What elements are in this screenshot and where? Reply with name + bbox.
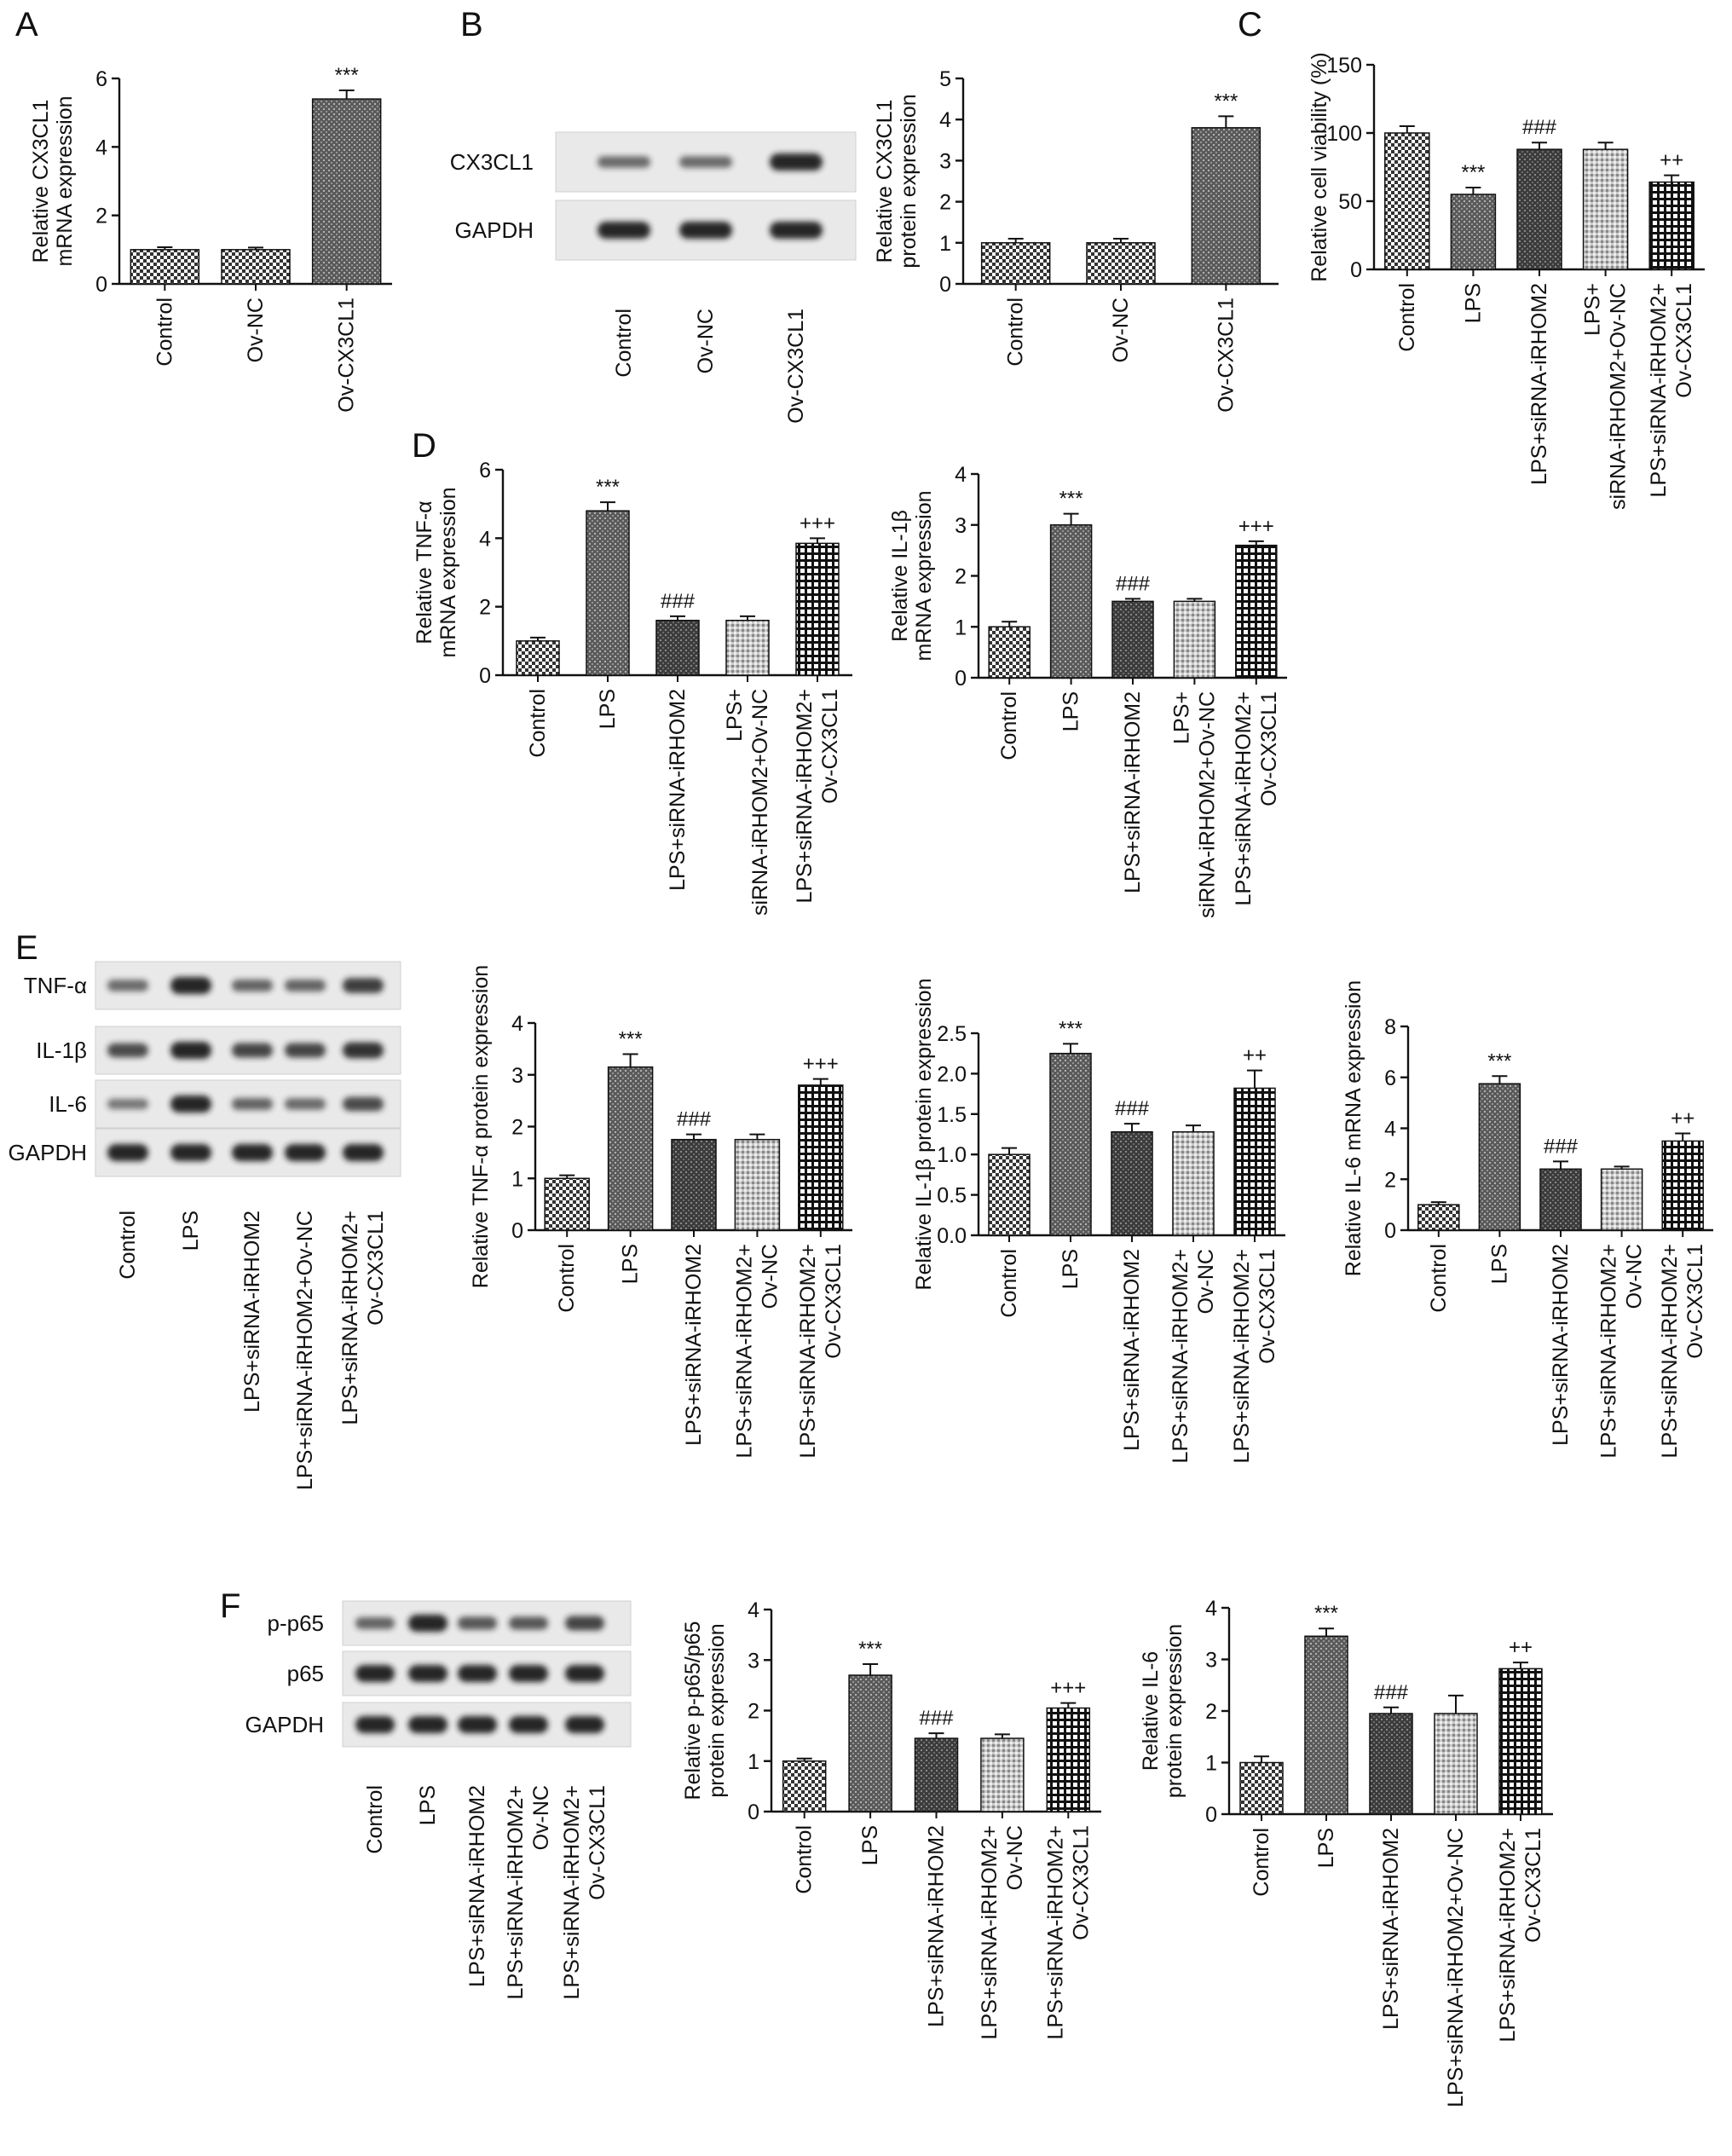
protein-band: [679, 156, 732, 167]
y-tick-label: 2: [955, 564, 967, 589]
bar: [1050, 1054, 1091, 1235]
bar: [1236, 546, 1277, 678]
bar: [1662, 1141, 1703, 1230]
category-label: LPS+siRNA-iRHOM2: [1527, 283, 1551, 485]
y-axis-label: Relative IL-1β protein expression: [912, 978, 936, 1291]
category-label: Control: [1426, 1244, 1451, 1313]
significance-label: ***: [1214, 90, 1238, 113]
bar: [1234, 1088, 1275, 1235]
y-tick-label: 1: [939, 231, 951, 256]
category-label: LPS+siRNA-iRHOM2+Ov-CX3CL1: [1231, 691, 1281, 906]
category-label: Ov-NC: [244, 298, 268, 363]
bar: [1517, 149, 1562, 269]
y-axis-label: Relative CX3CL1protein expression: [873, 94, 921, 269]
y-tick-label: 6: [479, 459, 491, 483]
category-label: LPS: [596, 689, 620, 730]
protein-band: [232, 980, 273, 991]
bar: [1584, 149, 1628, 269]
y-tick-label: 2: [1384, 1168, 1396, 1193]
y-tick-label: 0: [1384, 1219, 1396, 1243]
y-tick-label: 4: [511, 1012, 523, 1036]
bar: [1087, 243, 1155, 284]
y-axis-label: Relative IL-6protein expression: [1139, 1623, 1186, 1799]
protein-band: [285, 980, 326, 991]
panel-label-a: A: [15, 6, 38, 43]
y-tick-label: 2: [95, 204, 107, 228]
y-axis-label: Relative p-p65/p65protein expression: [681, 1621, 729, 1801]
protein-band: [408, 1665, 447, 1682]
category-label: LPS+siRNA-iRHOM2: [1121, 691, 1145, 893]
bar: [1112, 601, 1153, 678]
bar: [849, 1675, 892, 1812]
chart-p-p65-ratio: [681, 1598, 1101, 2039]
category-label: LPS+siRNA-iRHOM2+Ov-NC: [977, 1825, 1027, 2040]
significance-label: +++: [1238, 514, 1274, 538]
y-tick-label: 4: [939, 108, 951, 133]
significance-label: ***: [334, 64, 359, 88]
bar: [981, 1738, 1024, 1812]
y-tick-label: 6: [95, 67, 107, 91]
protein-band: [232, 1098, 273, 1110]
category-label: LPS+siRNA-iRHOM2: [666, 689, 690, 891]
y-tick-label: 4: [95, 136, 107, 160]
blot-lane-label: LPS+siRNA-iRHOM2+Ov-CX3CL1: [560, 1785, 609, 2000]
blot-lane-label: LPS+siRNA-iRHOM2+Ov-NC: [293, 1211, 317, 1490]
chart-il6-mrna: [1342, 980, 1713, 1459]
bar: [1240, 1763, 1283, 1815]
protein-band: [509, 1616, 548, 1629]
category-label: LPS+siRNA-iRHOM2+Ov-NC: [1596, 1244, 1647, 1459]
bar: [989, 627, 1030, 678]
blot-row-label: TNF-α: [23, 973, 87, 998]
blot-row-label: IL-6: [49, 1091, 87, 1117]
significance-label: ###: [1115, 572, 1151, 596]
protein-band: [232, 1144, 273, 1161]
protein-band: [458, 1716, 497, 1733]
y-axis-label: Relative IL-1βmRNA expression: [888, 490, 936, 662]
category-label: LPS+siRNA-iRHOM2+Ov-CX3CL1: [795, 1244, 846, 1459]
category-label: LPS: [1059, 1249, 1082, 1290]
bar: [1451, 194, 1495, 269]
chart-cx3cl1-mrna: [29, 64, 392, 413]
y-tick-label: 0: [95, 273, 107, 297]
y-tick-label: 2: [939, 190, 951, 215]
significance-label: ***: [858, 1637, 883, 1661]
protein-band: [343, 1097, 384, 1111]
blot-lane-label: LPS+siRNA-iRHOM2: [465, 1785, 489, 1987]
chart-tnf-mrna: [413, 459, 852, 916]
y-tick-label: 3: [511, 1063, 523, 1088]
chart-il1b-protein: [912, 979, 1285, 1464]
y-tick-label: 2.0: [937, 1062, 967, 1087]
y-tick-label: 2: [511, 1115, 523, 1140]
y-tick-label: 5: [939, 67, 951, 91]
significance-label: ++: [1671, 1107, 1695, 1130]
y-tick-label: 0.0: [937, 1224, 967, 1248]
category-label: Control: [555, 1244, 580, 1313]
y-tick-label: 4: [1384, 1117, 1396, 1142]
panel-label-d: D: [412, 427, 436, 465]
bar: [1649, 182, 1694, 269]
category-label: Control: [997, 1249, 1021, 1318]
y-axis-label: Relative IL-6 mRNA expression: [1342, 980, 1365, 1277]
significance-label: ###: [1373, 1680, 1409, 1704]
y-tick-label: 2: [479, 595, 491, 620]
protein-band: [170, 1144, 211, 1161]
bar: [799, 1085, 843, 1230]
protein-band: [355, 1617, 395, 1629]
western-blot-e: [9, 962, 401, 1490]
protein-band: [285, 1098, 326, 1109]
chart-il6-protein: [1139, 1597, 1553, 2107]
protein-band: [343, 978, 384, 993]
bar: [1051, 525, 1092, 678]
bar: [1173, 1132, 1214, 1235]
category-label: LPS: [618, 1244, 643, 1285]
bar: [783, 1761, 826, 1812]
panel-label-e: E: [15, 929, 38, 967]
protein-band: [343, 1043, 384, 1059]
bar: [609, 1067, 653, 1230]
y-tick-label: 1: [511, 1167, 523, 1192]
bar: [1540, 1169, 1581, 1230]
category-label: Control: [792, 1825, 817, 1894]
category-label: LPS+siRNA-iRHOM2: [1120, 1249, 1144, 1451]
category-label: LPS+siRNA-iRHOM2+Ov-NC: [1169, 1249, 1218, 1464]
significance-label: +++: [799, 512, 836, 535]
chart-il1b-mrna: [888, 463, 1287, 918]
significance-label: ###: [919, 1707, 954, 1731]
western-blot-f: [245, 1601, 631, 1999]
category-label: Control: [1250, 1828, 1273, 1897]
bar: [989, 1154, 1030, 1235]
y-tick-label: 0: [1350, 258, 1362, 282]
blot-lane-label: LPS: [179, 1211, 203, 1251]
blot-lane-label: Ov-NC: [694, 309, 718, 374]
panel-label-f: F: [220, 1587, 241, 1625]
protein-band: [565, 1616, 604, 1631]
y-tick-label: 0: [955, 667, 967, 691]
category-label: LPS+siRNA-iRHOM2: [1379, 1828, 1403, 2030]
blot-row-label: GAPDH: [8, 1140, 87, 1165]
bar: [1479, 1084, 1520, 1230]
bar: [545, 1178, 589, 1230]
category-label: LPS: [1059, 691, 1083, 732]
y-tick-label: 1: [1205, 1751, 1217, 1776]
y-tick-label: 1: [955, 616, 967, 640]
significance-label: ++: [1660, 148, 1684, 172]
protein-band: [170, 1042, 211, 1059]
category-label: LPS+siRNA-iRHOM2+Ov-CX3CL1: [1658, 1244, 1708, 1459]
significance-label: +++: [1050, 1676, 1087, 1700]
bar: [796, 543, 839, 675]
bar: [1385, 133, 1429, 269]
protein-band: [598, 222, 650, 239]
y-tick-label: 3: [748, 1649, 759, 1673]
category-label: LPS+siRNA-iRHOM2+Ov-NC: [1169, 691, 1220, 918]
y-tick-label: 2.5: [937, 1022, 967, 1046]
category-label: Ov-CX3CL1: [334, 298, 359, 413]
bar: [1370, 1714, 1412, 1814]
protein-band: [170, 977, 211, 994]
bar: [735, 1140, 779, 1230]
protein-band: [565, 1716, 604, 1733]
bar: [222, 250, 290, 284]
bar: [1602, 1169, 1643, 1230]
protein-band: [107, 1043, 148, 1057]
category-label: LPS+siRNA-iRHOM2: [682, 1244, 706, 1446]
category-label: LPS+siRNA-iRHOM2+Ov-CX3CL1: [1496, 1828, 1545, 2043]
bar: [130, 250, 199, 284]
blot-lane-label: Control: [363, 1785, 387, 1854]
category-label: LPS+siRNA-iRHOM2: [1549, 1244, 1573, 1446]
protein-band: [343, 1144, 384, 1161]
panel-label-b: B: [460, 6, 483, 43]
category-label: LPS+siRNA-iRHOM2+Ov-NC: [723, 689, 772, 916]
category-label: LPS: [1314, 1828, 1338, 1869]
protein-band: [285, 1144, 326, 1161]
y-tick-label: 4: [1205, 1597, 1217, 1621]
category-label: LPS+siRNA-iRHOM2+Ov-CX3CL1: [793, 689, 842, 904]
protein-band: [232, 1043, 273, 1058]
y-tick-label: 0: [511, 1219, 523, 1243]
category-label: LPS: [858, 1825, 883, 1866]
bar: [672, 1140, 716, 1230]
y-axis-label: Relative cell viability (%): [1308, 52, 1331, 282]
significance-label: ***: [1487, 1049, 1512, 1073]
blot-row-label: p-p65: [267, 1610, 324, 1636]
chart-tnf-protein: [469, 965, 852, 1459]
significance-label: ###: [1521, 116, 1557, 140]
category-label: Control: [526, 689, 550, 758]
y-tick-label: 2: [748, 1699, 759, 1724]
significance-label: ***: [595, 476, 621, 500]
y-tick-label: 4: [955, 463, 967, 487]
bar: [586, 511, 629, 675]
bar: [313, 99, 381, 284]
significance-label: ###: [1543, 1135, 1579, 1159]
y-tick-label: 150: [1326, 54, 1362, 78]
protein-band: [408, 1615, 447, 1632]
blot-row-label: p65: [286, 1661, 324, 1686]
chart-cell-viability: [1308, 52, 1705, 510]
category-label: LPS+siRNA-iRHOM2+Ov-NC: [732, 1244, 782, 1459]
significance-label: +++: [802, 1052, 839, 1076]
bar: [517, 641, 559, 675]
protein-band: [679, 222, 732, 239]
y-tick-label: 100: [1326, 122, 1362, 146]
blot-row-label: IL-1β: [36, 1038, 87, 1063]
y-tick-label: 0.5: [937, 1183, 967, 1208]
bar: [1111, 1132, 1152, 1235]
protein-band: [107, 1099, 148, 1109]
significance-label: ++: [1242, 1043, 1267, 1067]
y-tick-label: 4: [748, 1598, 759, 1622]
bar: [656, 621, 699, 675]
y-tick-label: 3: [939, 149, 951, 174]
blot-row-label: GAPDH: [454, 217, 534, 243]
y-tick-label: 6: [1384, 1066, 1396, 1090]
y-axis-label: Relative TNF-α protein expression: [469, 964, 493, 1289]
blot-row-label: GAPDH: [245, 1712, 324, 1737]
category-label: LPS+siRNA-iRHOM2+Ov-CX3CL1: [1043, 1825, 1094, 2040]
category-label: Ov-NC: [1109, 298, 1133, 363]
protein-band: [509, 1716, 548, 1733]
blot-lane-label: Control: [116, 1211, 140, 1280]
category-label: LPS+siRNA-iRHOM2+Ov-NC: [1580, 283, 1631, 510]
protein-band: [770, 153, 823, 171]
y-tick-label: 8: [1384, 1015, 1396, 1039]
y-tick-label: 2: [1205, 1700, 1217, 1724]
category-label: LPS+siRNA-iRHOM2+Ov-CX3CL1: [1230, 1249, 1279, 1464]
protein-band: [565, 1665, 604, 1682]
bar: [1174, 601, 1215, 678]
significance-label: ***: [1058, 1017, 1083, 1041]
y-axis-label: Relative CX3CL1mRNA expression: [29, 95, 77, 267]
y-tick-label: 3: [1205, 1648, 1217, 1673]
y-tick-label: 0: [479, 664, 491, 688]
protein-band: [598, 156, 650, 167]
significance-label: ###: [660, 589, 696, 613]
blot-row-label: CX3CL1: [449, 149, 534, 175]
y-tick-label: 0: [748, 1801, 759, 1824]
y-tick-label: 0: [939, 273, 951, 297]
category-label: Control: [1003, 298, 1028, 367]
y-tick-label: 1.5: [937, 1102, 967, 1127]
category-label: LPS+siRNA-iRHOM2+Ov-CX3CL1: [1647, 283, 1697, 498]
category-label: Ov-CX3CL1: [1214, 298, 1238, 413]
blot-lane-label: LPS+siRNA-iRHOM2: [240, 1211, 264, 1413]
y-axis-label: Relative TNF-αmRNA expression: [413, 487, 460, 658]
category-label: Control: [1394, 283, 1419, 352]
bar: [726, 621, 769, 675]
blot-lane-label: Control: [612, 309, 636, 378]
panel-label-c: C: [1238, 6, 1262, 43]
western-blot-b: [450, 132, 856, 424]
significance-label: ###: [676, 1107, 712, 1131]
protein-band: [355, 1665, 395, 1682]
significance-label: ###: [1114, 1097, 1150, 1121]
significance-label: ***: [618, 1027, 643, 1051]
blot-lane-label: Ov-CX3CL1: [784, 309, 808, 424]
y-tick-label: 1.0: [937, 1143, 967, 1168]
y-tick-label: 4: [479, 527, 491, 552]
protein-band: [408, 1716, 447, 1733]
category-label: LPS: [1487, 1244, 1512, 1285]
significance-label: ++: [1508, 1636, 1533, 1660]
blot-lane-label: LPS+siRNA-iRHOM2+Ov-NC: [504, 1785, 553, 2000]
bar: [1418, 1205, 1459, 1230]
protein-band: [107, 1144, 148, 1161]
chart-cx3cl1-protein: [873, 67, 1279, 413]
protein-band: [458, 1616, 497, 1629]
bar: [1499, 1668, 1542, 1814]
bar: [1435, 1714, 1477, 1814]
bar: [1047, 1708, 1089, 1812]
significance-label: ***: [1059, 487, 1083, 511]
bar: [982, 243, 1050, 284]
category-label: LPS+siRNA-iRHOM2: [924, 1825, 949, 2027]
blot-lane-label: LPS+siRNA-iRHOM2+Ov-CX3CL1: [338, 1211, 388, 1425]
category-label: Control: [153, 298, 177, 367]
protein-band: [458, 1665, 497, 1682]
protein-band: [285, 1043, 326, 1058]
protein-band: [107, 980, 148, 991]
protein-band: [770, 222, 823, 239]
protein-band: [170, 1095, 211, 1113]
y-tick-label: 50: [1338, 190, 1362, 214]
blot-lane-label: LPS: [416, 1785, 440, 1826]
bar: [1192, 128, 1260, 284]
protein-band: [509, 1665, 548, 1682]
bar: [1305, 1636, 1348, 1814]
protein-band: [355, 1716, 395, 1733]
bar: [915, 1738, 958, 1812]
y-tick-label: 1: [748, 1749, 759, 1774]
significance-label: ***: [1461, 161, 1486, 184]
significance-label: ***: [1313, 1602, 1339, 1626]
y-tick-label: 3: [955, 513, 967, 538]
category-label: LPS: [1461, 283, 1486, 324]
category-label: Control: [997, 691, 1022, 760]
category-label: LPS+siRNA-iRHOM2+Ov-NC: [1444, 1828, 1468, 2107]
y-tick-label: 0: [1205, 1803, 1217, 1827]
